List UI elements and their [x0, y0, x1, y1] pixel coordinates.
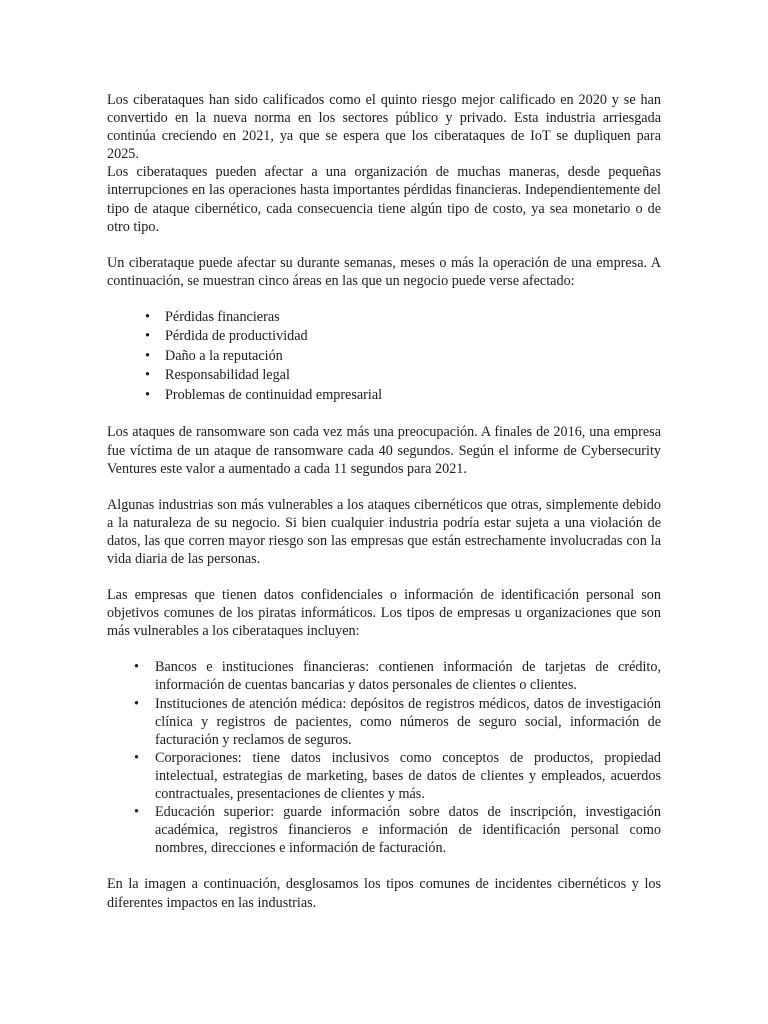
list-item: • Pérdida de productividad	[107, 327, 661, 347]
paragraph-cyberattack-risk: Los ciberataques han sido calificados como el quinto riesgo mejor calificado en 2020 y se han convertido en la nueva norma en los sectores público y privado. Esta industria arriesgada continúa creciendo en 2021, ya que se espera que los ciberataques de IoT se dupliquen para 2025.	[107, 92, 661, 163]
bullet-icon: •	[145, 347, 150, 364]
bullet-icon: •	[145, 386, 150, 403]
spacer	[107, 478, 661, 496]
paragraph-ransomware: Los ataques de ransomware son cada vez más una preocupación. A finales de 2016, una empresa fue víctima de un ataque de ransomware cada 40 segundos. Según el informe de Cybersecurity Ventures este valor a aumentado a cada 11 segundos para 2021.	[107, 424, 661, 477]
bullet-icon: •	[134, 749, 139, 766]
bullet-icon: •	[145, 367, 150, 384]
paragraph-vulnerable-industries: Algunas industrias son más vulnerables a los ataques cibernéticos que otras, simplemente debido a la naturaleza de su negocio. Si bien cualquier industria podría estar sujeta a una violación de datos, las que corren mayor riesgo son las empresas que están estrechamente involucradas con la vida diaria de las personas.	[107, 496, 661, 567]
list-item: • Problemas de continuidad empresarial	[107, 386, 661, 406]
spacer	[107, 857, 661, 875]
spacer	[107, 568, 661, 586]
list-item: • Daño a la reputación	[107, 347, 661, 367]
list-item: • Corporaciones: tiene datos inclusivos como conceptos de productos, propiedad intelectual, estrategias de marketing, bases de datos de clientes y empleados, acuerdos contractuales, presentaciones de clientes y más.	[134, 749, 661, 803]
spacer	[107, 640, 661, 658]
impact-areas-list	[107, 308, 661, 406]
paragraph-sensitive-data: Las empresas que tienen datos confidenciales o información de identificación personal son objetivos comunes de los piratas informáticos. Los tipos de empresas u organizaciones que son más vulnerables a los ciberataques incluyen:	[107, 587, 661, 640]
spacer	[107, 405, 661, 423]
bullet-icon: •	[145, 328, 150, 345]
bullet-icon: •	[134, 695, 139, 712]
bullet-icon: •	[134, 804, 139, 821]
list-item: • Bancos e instituciones financieras: contienen información de tarjetas de crédito, información de cuentas bancarias y datos personales de clientes o clientes.	[134, 659, 661, 694]
list-item: • Educación superior: guarde información sobre datos de inscripción, investigación académica, registros financieros e información de identificación personal como nombres, direcciones e información de facturación.	[134, 804, 661, 857]
paragraph-impact-intro: Un ciberataque puede afectar su durante semanas, meses o más la operación de una empresa. A continuación, se muestran cinco áreas en las que un negocio puede verse afectado:	[107, 254, 661, 289]
list-item: • Pérdidas financieras	[107, 308, 661, 328]
spacer	[107, 236, 661, 254]
list-item: • Instituciones de atención médica: depósitos de registros médicos, datos de investigación clínica y registros de pacientes, como números de seguro social, información de facturación y reclamos de seguros.	[134, 695, 661, 748]
document-page	[107, 91, 661, 912]
bullet-icon: •	[145, 308, 150, 325]
paragraph-image-intro: En la imagen a continuación, desglosamos los tipos comunes de incidentes cibernéticos y los diferentes impactos en las industrias.	[107, 876, 661, 911]
paragraph-organization-impact: Los ciberataques pueden afectar a una organización de muchas maneras, desde pequeñas interrupciones en las operaciones hasta importantes pérdidas financieras. Independientemente del tipo de ataque cibernético, cada consecuencia tiene algún tipo de costo, ya sea monetario o de otro tipo.	[107, 164, 661, 235]
spacer	[107, 290, 661, 308]
bullet-icon: •	[134, 659, 139, 676]
vulnerable-sectors-list	[107, 658, 661, 857]
list-item: • Responsabilidad legal	[107, 366, 661, 386]
